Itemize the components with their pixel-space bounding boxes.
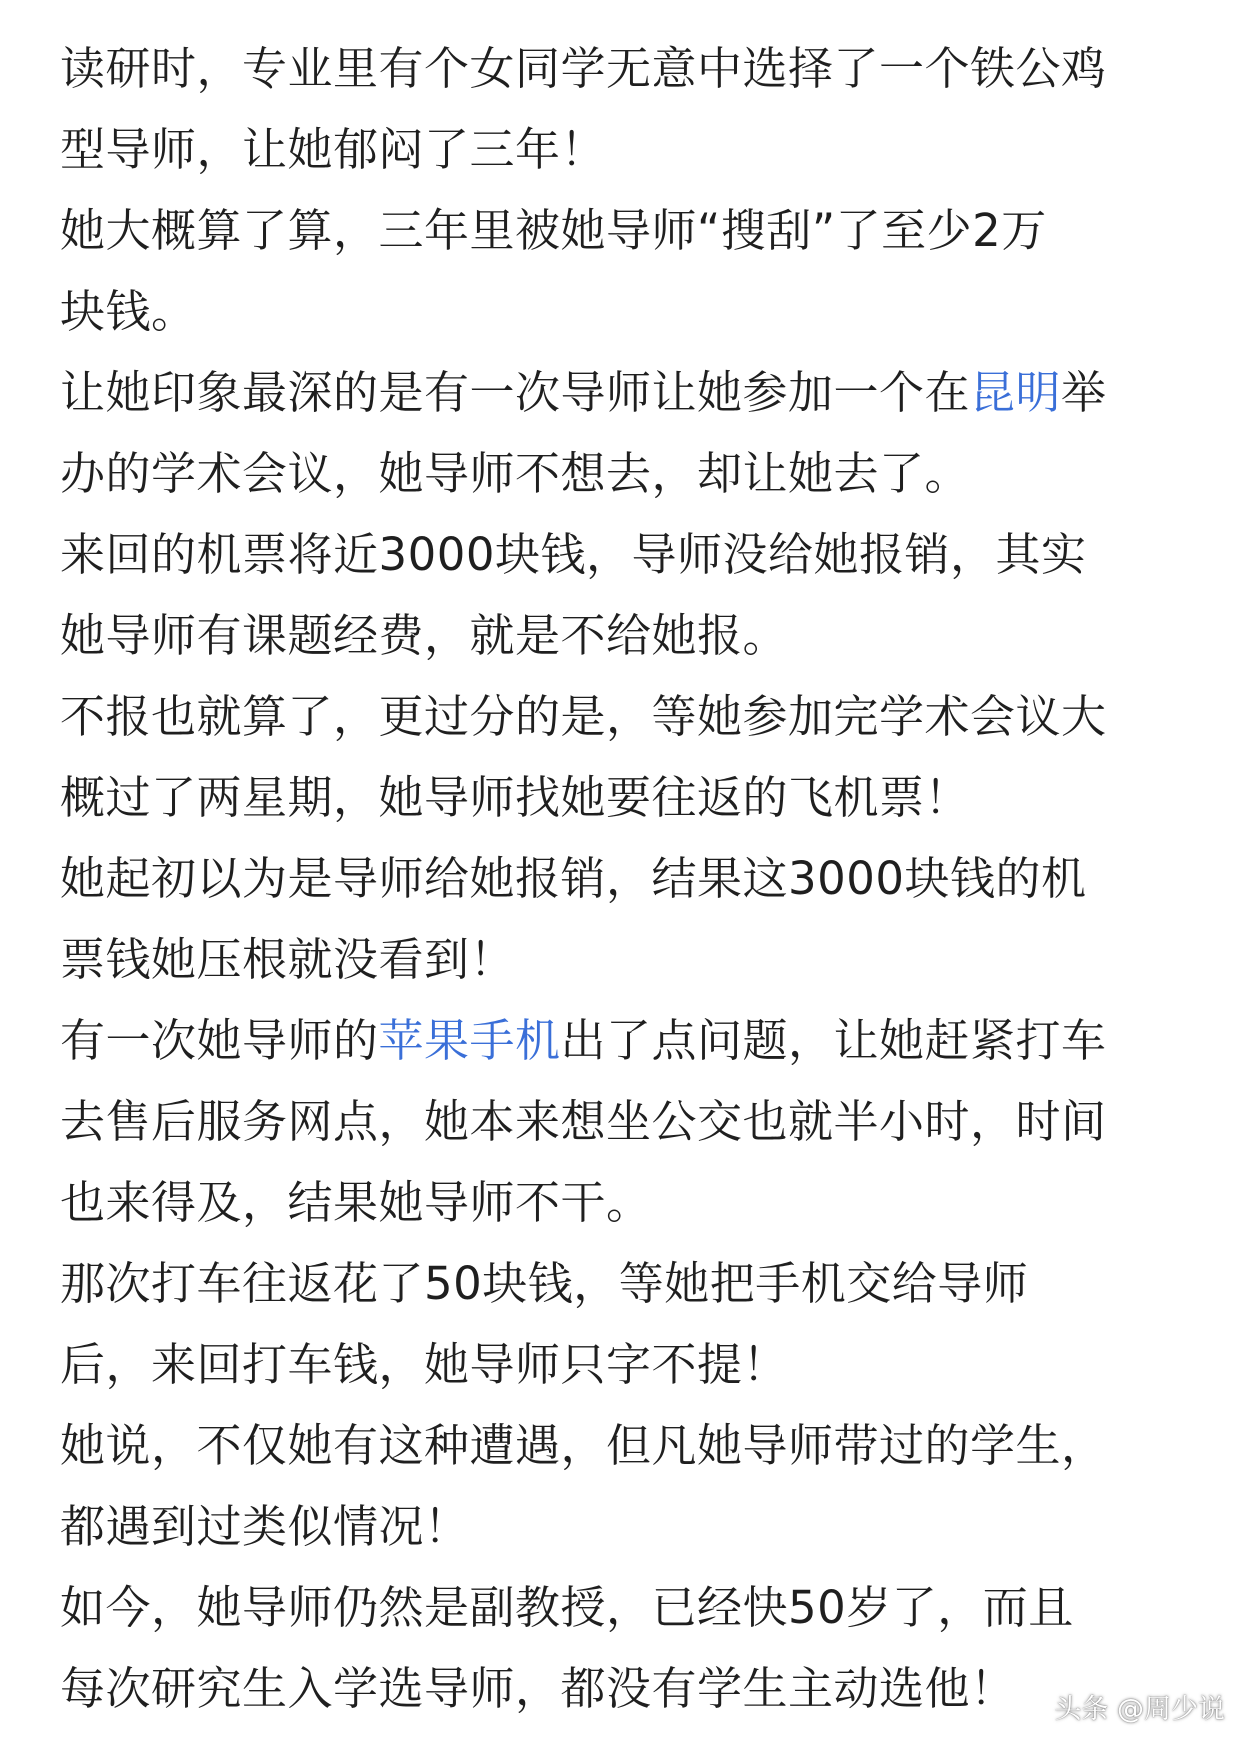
text-segment: 办的学术会议，她导师不想去，却让她去了。 <box>60 447 971 500</box>
text-segment: 每次研究生入学选导师，都没有学生主动选他！ <box>60 1662 1016 1715</box>
text-segment: 后，来回打车钱，她导师只字不提！ <box>60 1338 789 1391</box>
text-segment: 都遇到过类似情况！ <box>60 1500 470 1553</box>
paragraph <box>60 352 1220 514</box>
paragraph <box>60 190 1220 352</box>
text-line <box>60 595 1220 676</box>
text-line <box>60 757 1220 838</box>
text-segment: 让她印象最深的是有一次导师让她参加一个在 <box>60 366 971 419</box>
text-segment: 她起初以为是导师给她报销，结果这3000块钱的机 <box>60 852 1087 905</box>
text-segment: 去售后服务网点，她本来想坐公交也就半小时，时间 <box>60 1095 1107 1148</box>
text-segment: 来回的机票将近3000块钱，导师没给她报销，其实 <box>60 528 1087 581</box>
paragraph <box>60 1405 1220 1567</box>
paragraph <box>60 676 1220 838</box>
text-line <box>60 352 1220 433</box>
text-line <box>60 271 1220 352</box>
keyword-link[interactable]: 昆明 <box>970 366 1062 419</box>
text-segment: 她大概算了算，三年里被她导师“搜刮”了至少2万 <box>60 204 1047 257</box>
keyword-link[interactable]: 苹果手机 <box>378 1014 561 1067</box>
paragraph <box>60 28 1220 190</box>
text-line <box>60 676 1220 757</box>
paragraph <box>60 514 1220 676</box>
paragraph <box>60 1567 1220 1729</box>
text-segment: 出了点问题，让她赶紧打车 <box>560 1014 1107 1067</box>
paragraph <box>60 838 1220 1000</box>
text-segment: 块钱。 <box>60 285 197 338</box>
article-body <box>60 28 1220 1729</box>
text-line <box>60 28 1220 109</box>
text-line <box>60 1243 1220 1324</box>
text-segment: 那次打车往返花了50块钱，等她把手机交给导师 <box>60 1257 1029 1310</box>
text-line <box>60 109 1220 190</box>
text-line <box>60 1648 1220 1729</box>
text-segment: 有一次她导师的 <box>60 1014 379 1067</box>
text-segment: 她说，不仅她有这种遭遇，但凡她导师带过的学生， <box>60 1419 1107 1472</box>
text-line <box>60 1162 1220 1243</box>
text-line <box>60 1000 1220 1081</box>
text-segment: 票钱她压根就没看到！ <box>60 933 516 986</box>
text-segment: 型导师，让她郁闷了三年！ <box>60 123 607 176</box>
text-segment: 概过了两星期，她导师找她要往返的飞机票！ <box>60 771 971 824</box>
text-line <box>60 190 1220 271</box>
text-line <box>60 1486 1220 1567</box>
text-line <box>60 919 1220 1000</box>
text-line <box>60 838 1220 919</box>
paragraph <box>60 1243 1220 1405</box>
text-line <box>60 1405 1220 1486</box>
text-segment: 举 <box>1061 366 1107 419</box>
text-segment: 也来得及，结果她导师不干。 <box>60 1176 652 1229</box>
text-segment: 如今，她导师仍然是副教授，已经快50岁了，而且 <box>60 1581 1074 1634</box>
paragraph <box>60 1000 1220 1243</box>
text-line <box>60 1567 1220 1648</box>
text-segment: 她导师有课题经费，就是不给她报。 <box>60 609 789 662</box>
text-segment: 读研时，专业里有个女同学无意中选择了一个铁公鸡 <box>60 42 1107 95</box>
text-line <box>60 1324 1220 1405</box>
text-segment: 不报也就算了，更过分的是，等她参加完学术会议大 <box>60 690 1107 743</box>
text-line <box>60 514 1220 595</box>
text-line <box>60 1081 1220 1162</box>
text-line <box>60 433 1220 514</box>
watermark: 头条 @周少说 <box>1054 1694 1225 1725</box>
